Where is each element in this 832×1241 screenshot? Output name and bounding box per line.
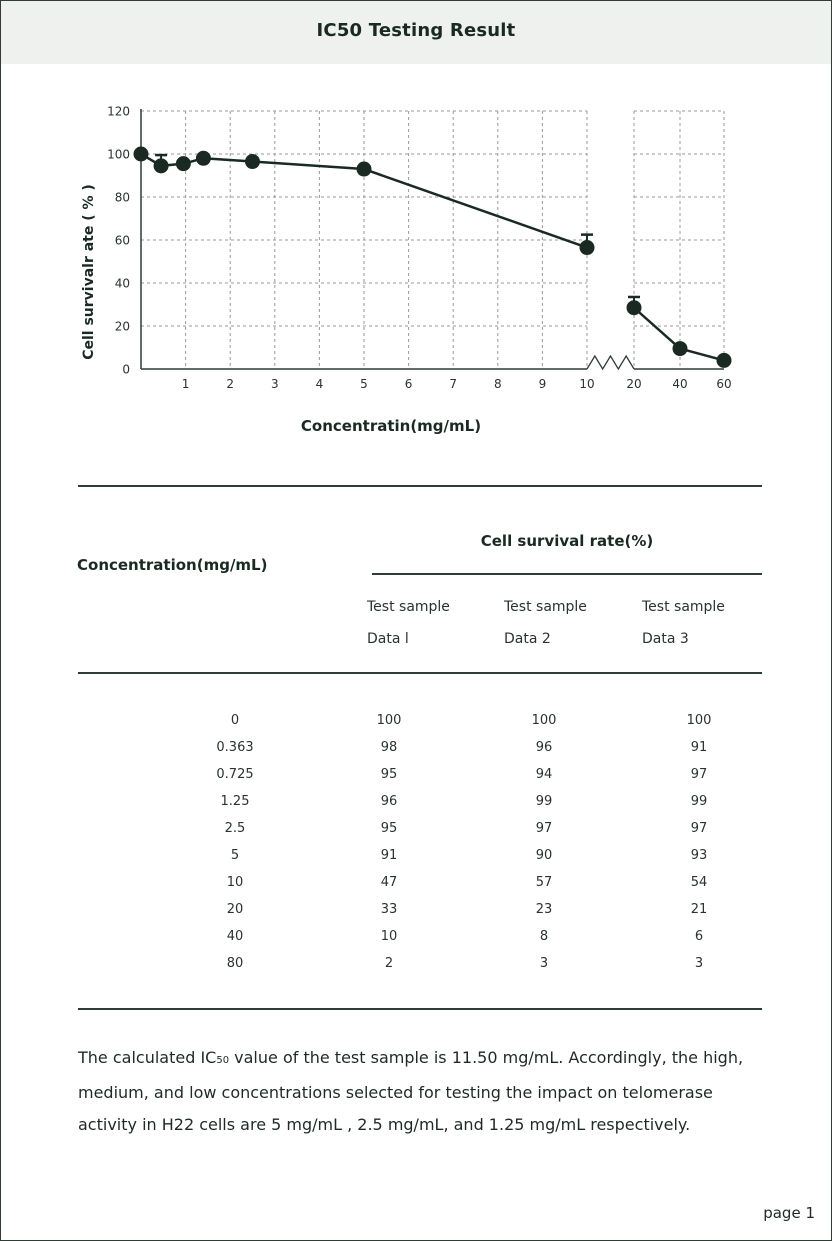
x-tick-label: 1 — [181, 377, 190, 391]
table-cell-data-2: 96 — [535, 740, 553, 755]
x-tick-label: 3 — [270, 377, 279, 391]
table-cell-concentration: 0.363 — [216, 740, 254, 755]
table-cell-data-2: 99 — [535, 794, 553, 809]
table-cell-data-1: 100 — [376, 713, 402, 728]
table-cell-data-3: 93 — [690, 848, 708, 863]
conclusion-subscript: 50 — [216, 1055, 230, 1066]
table-cell-concentration: 10 — [226, 875, 244, 890]
table-cell-data-3: 6 — [694, 929, 704, 944]
y-tick-label: 100 — [107, 147, 130, 162]
table-cell-concentration: 40 — [226, 929, 244, 944]
table-cell-data-1: 33 — [380, 902, 398, 917]
table-cell-data-2: 23 — [535, 902, 553, 917]
table-top-rule — [78, 485, 762, 487]
table-cell-data-2: 97 — [535, 821, 553, 836]
table-cell-data-3: 99 — [690, 794, 708, 809]
subheader-data-2-line2: Data 2 — [504, 631, 551, 647]
x-tick-label: 7 — [449, 377, 458, 391]
table-cell-data-2: 90 — [535, 848, 553, 863]
data-point — [245, 154, 260, 169]
x-tick-labels — [182, 377, 732, 391]
x-axis-title: Concentratin(mg/mL) — [300, 417, 482, 435]
conclusion-part2: value of the test sample is 11.50 mg/mL. Accordingly, the high, medium, and low concentrations selected for testing the impact on telomerase activity in H22 cells are 5 mg/mL , 2.5 mg/mL, and 1.25 mg/mL respectively. — [78, 1048, 744, 1134]
data-point — [134, 147, 149, 162]
table-cell-data-1: 91 — [380, 848, 398, 863]
y-tick-label: 80 — [114, 190, 130, 205]
x-tick-label: 5 — [360, 377, 368, 391]
header-bottom-rule — [78, 672, 762, 674]
header-concentration: Concentration(mg/mL) — [77, 556, 268, 574]
table-cell-data-2: 94 — [535, 767, 553, 782]
page-title: IC50 Testing Result — [316, 20, 516, 41]
table-bottom-rule — [78, 1008, 762, 1010]
y-tick-label: 40 — [114, 276, 130, 291]
table-cell-data-3: 54 — [690, 875, 708, 890]
chart-series — [134, 147, 732, 368]
data-point — [717, 353, 732, 368]
table-cell-data-3: 97 — [690, 821, 708, 836]
table-cell-data-1: 2 — [384, 956, 394, 971]
subheader-data-3-line1: Test sample — [642, 599, 725, 615]
table-cell-data-2: 100 — [531, 713, 557, 728]
table-cell-concentration: 0.725 — [216, 767, 254, 782]
y-tick-labels — [107, 105, 130, 377]
x-tick-label: 9 — [538, 377, 547, 391]
x-tick-label: 60 — [716, 377, 732, 391]
data-point — [196, 151, 211, 166]
data-point — [357, 162, 372, 177]
x-tick-label: 8 — [493, 377, 502, 391]
x-tick-label: 40 — [672, 377, 688, 391]
y-tick-label: 20 — [114, 319, 130, 334]
table-cell-data-1: 95 — [380, 821, 398, 836]
table-cell-data-1: 98 — [380, 740, 398, 755]
conclusion-part1: The calculated IC — [78, 1048, 217, 1067]
data-point — [154, 158, 169, 173]
axis-break-zigzag — [587, 356, 634, 369]
table-cell-concentration: 20 — [226, 902, 244, 917]
data-point — [580, 240, 595, 255]
data-point — [673, 341, 688, 356]
data-point — [627, 300, 642, 315]
y-tick-label: 0 — [122, 362, 130, 377]
page-header — [1, 1, 831, 64]
table-cell-data-1: 95 — [380, 767, 398, 782]
table-cell-data-2: 57 — [535, 875, 553, 890]
table-cell-data-3: 100 — [686, 713, 712, 728]
data-point — [176, 156, 191, 171]
conclusion-paragraph — [78, 1042, 768, 1141]
chart-axes — [141, 109, 724, 369]
y-tick-label: 120 — [107, 104, 130, 119]
subheader-data-2-line1: Test sample — [504, 599, 587, 615]
table-cell-data-1: 10 — [380, 929, 398, 944]
x-tick-label: 6 — [404, 377, 413, 391]
table-cell-data-2: 3 — [539, 956, 549, 971]
table-cell-data-3: 97 — [690, 767, 708, 782]
header-survival-rate: Cell survival rate(%) — [480, 532, 654, 550]
page-number: page 1 — [763, 1204, 815, 1222]
chart-grid — [141, 111, 724, 369]
table-cell-data-3: 3 — [694, 956, 704, 971]
y-axis-title: Cell survivalr ate ( % ) — [81, 184, 97, 360]
x-tick-label: 20 — [626, 377, 642, 391]
table-cell-concentration: 1.25 — [220, 794, 250, 809]
table-cell-concentration: 80 — [226, 956, 244, 971]
table-cell-data-1: 47 — [380, 875, 398, 890]
subheader-data-1-line1: Test sample — [367, 599, 450, 615]
x-tick-label: 10 — [579, 377, 595, 391]
subheader-data-1-line2: Data l — [367, 631, 409, 647]
table-cell-concentration: 5 — [230, 848, 240, 863]
x-tick-label: 2 — [226, 377, 235, 391]
survival-chart — [0, 90, 832, 400]
table-cell-concentration: 2.5 — [224, 821, 246, 836]
table-cell-concentration: 0 — [230, 713, 240, 728]
x-tick-label: 4 — [315, 377, 324, 391]
table-cell-data-3: 91 — [690, 740, 708, 755]
subheader-data-3-line2: Data 3 — [642, 631, 689, 647]
table-cell-data-3: 21 — [690, 902, 708, 917]
table-cell-data-1: 96 — [380, 794, 398, 809]
y-tick-label: 60 — [114, 233, 130, 248]
table-cell-data-2: 8 — [539, 929, 549, 944]
group-header-rule — [372, 573, 762, 575]
